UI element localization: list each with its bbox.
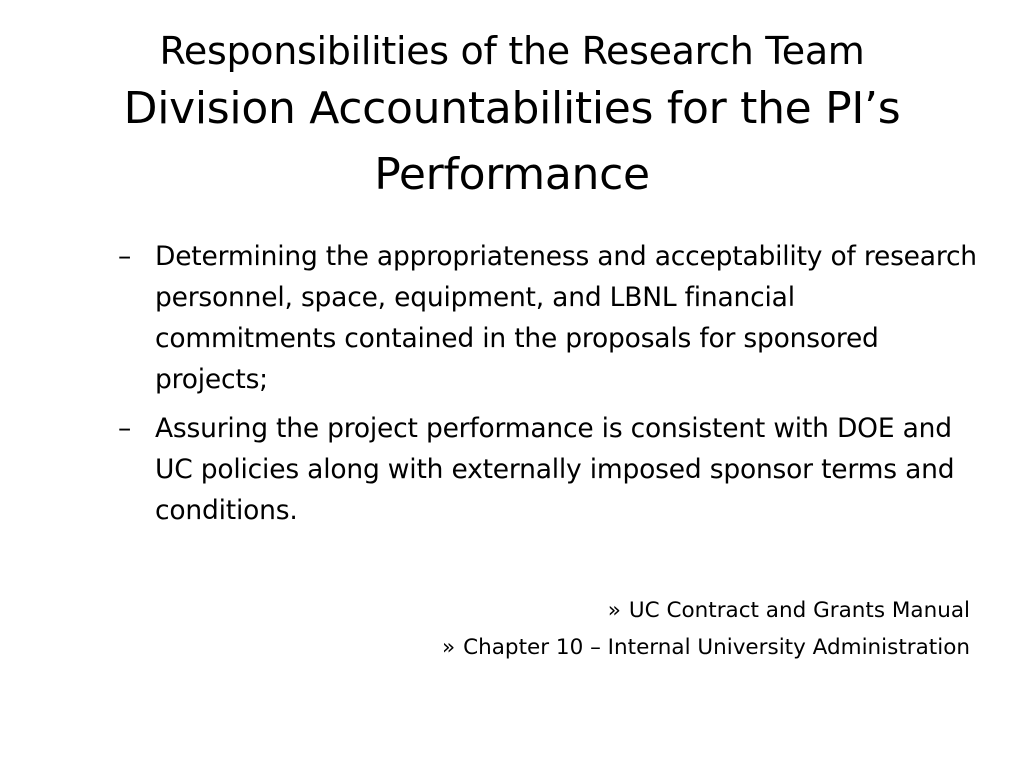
- reference-item: [442, 629, 970, 666]
- dash-marker: –: [118, 413, 132, 444]
- reference-text: Chapter 10 – Internal University Administration: [463, 635, 970, 660]
- reference-text: UC Contract and Grants Manual: [628, 598, 970, 623]
- bullet-item: [118, 408, 978, 531]
- title-line-2: Division Accountabilities for the PI’s Performance: [123, 83, 901, 200]
- reference-list: [442, 592, 970, 666]
- bullet-item: [118, 236, 978, 400]
- bullet-text: Assuring the project performance is consistent with DOE and UC policies along with externally imposed sponsor terms and conditions.: [155, 413, 955, 526]
- slide-title: [60, 26, 964, 208]
- chevron-marker: »: [441, 635, 456, 660]
- dash-marker: –: [118, 241, 132, 272]
- bullet-text: Determining the appropriateness and acceptability of research personnel, space, equipment, and LBNL financial commitments contained in the proposals for sponsored projects;: [155, 241, 977, 395]
- title-line-1: Responsibilities of the Research Team: [159, 29, 865, 73]
- reference-item: [442, 592, 970, 629]
- chevron-marker: »: [607, 598, 621, 623]
- bullet-list: [118, 236, 978, 531]
